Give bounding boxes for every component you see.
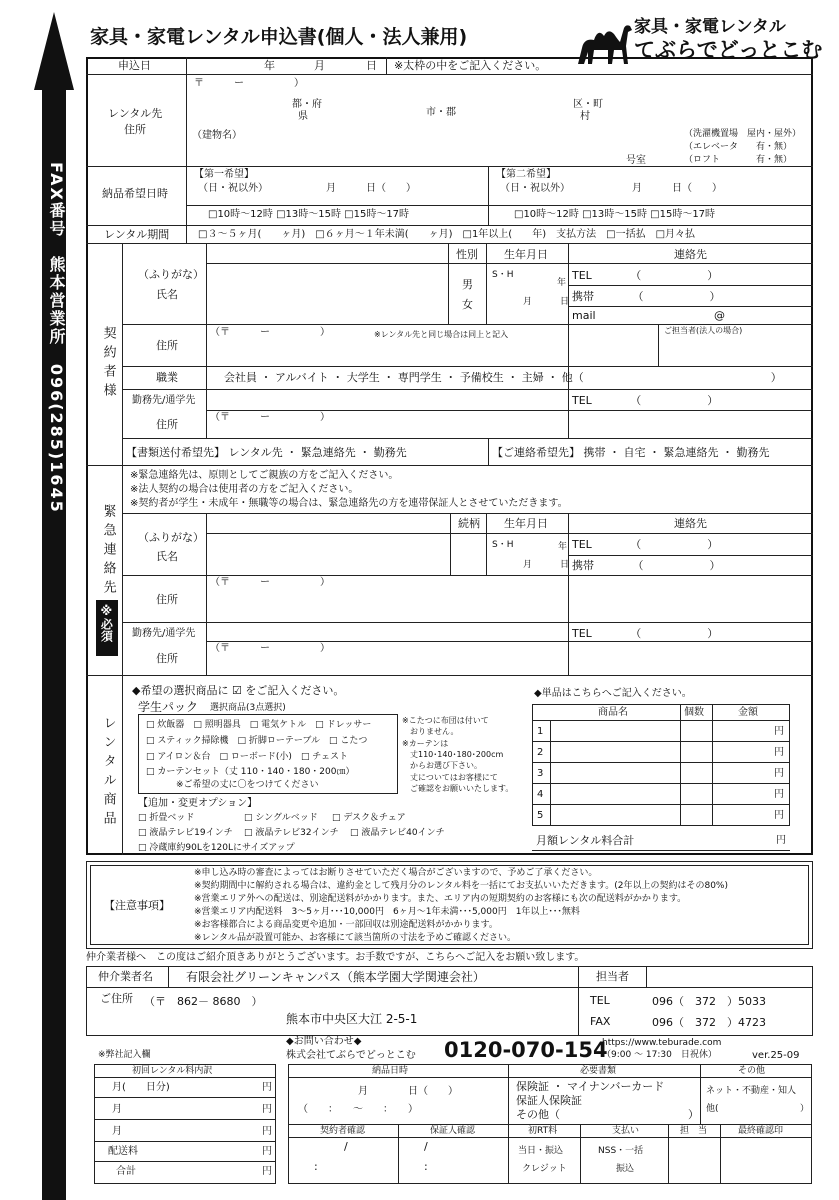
ku-machi-label: 区・町 bbox=[573, 99, 603, 110]
contractor-job-label: 職業 bbox=[156, 371, 178, 384]
building-label: （建物名） bbox=[192, 130, 242, 141]
company-name: 株式会社てぶらでどっとこむ bbox=[286, 1050, 416, 1061]
contractor-address-note: ※レンタル先と同じ場合は同上と記入 bbox=[374, 330, 509, 339]
yen-label: 円 bbox=[262, 1104, 272, 1115]
emergency-nen: 年 bbox=[558, 542, 568, 552]
row-num: 3 bbox=[537, 768, 544, 779]
yen-label: 円 bbox=[262, 1146, 272, 1157]
emergency-work-tel[interactable]: TEL （ ） bbox=[572, 627, 719, 640]
other-line-1: ネット・不動産・知人 bbox=[706, 1086, 797, 1096]
single-note: ◆単品はこちらへご記入ください。 bbox=[534, 688, 692, 699]
emergency-note-3: ※契約者が学生・未成年・無職等の場合は、緊急連絡先の方を連帯保証人とさせていただきます。 bbox=[130, 498, 568, 509]
guarantor-check-label: 保証人確認 bbox=[430, 1126, 476, 1136]
agent-address-label: ご住所 bbox=[100, 992, 133, 1005]
rt-opts-1: 当日・振込 bbox=[518, 1146, 564, 1156]
emergency-work-address-label: 住所 bbox=[156, 652, 178, 665]
emergency-label: 緊急連絡先 bbox=[100, 504, 116, 599]
emergency-workplace-label: 勤務先/通学先 bbox=[132, 628, 196, 639]
yen-label: 円 bbox=[774, 810, 784, 821]
docs-line-3: その他（ bbox=[516, 1108, 560, 1121]
agent-tel-value: 096（ 372 ）5033 bbox=[652, 995, 766, 1008]
contact-pref[interactable]: 【ご連絡希望先】 携帯 ・ 自宅 ・ 緊急連絡先 ・ 勤務先 bbox=[492, 446, 770, 459]
agent-address-value: 熊本市中央区大江 2-5-1 bbox=[286, 1012, 418, 1026]
shi-gun-label: 市・郡 bbox=[426, 107, 456, 118]
contractor-label: 契約者様 bbox=[100, 326, 116, 402]
emergency-mobile[interactable]: 携帯 （ ） bbox=[572, 559, 721, 572]
side-note-5: からお選び下さい。 bbox=[402, 761, 482, 770]
contractor-postal: （〒 ー ） bbox=[210, 327, 330, 338]
loft-label: （ロフト 有・無） bbox=[684, 155, 793, 165]
second-date: 月 日（ ） bbox=[632, 183, 722, 194]
contractor-address-label: 住所 bbox=[156, 339, 178, 352]
agent-name-label: 仲介業者名 bbox=[98, 970, 153, 983]
yen-label: 円 bbox=[776, 835, 786, 846]
yen-label: 円 bbox=[262, 1126, 272, 1137]
office-use-label: ※弊社記入欄 bbox=[98, 1050, 151, 1060]
agent-intro: 仲介業者様へ この度はご紹介頂きありがとうございます。お手数ですが、こちらへご記入をお願い致します。 bbox=[86, 952, 585, 963]
yen-label: 円 bbox=[262, 1166, 272, 1177]
contractor-mail[interactable]: @ bbox=[714, 309, 725, 322]
contractor-work-address-label: 住所 bbox=[156, 418, 178, 431]
contractor-nen: 年 bbox=[557, 278, 567, 288]
side-note-6: 丈についてはお客様にて bbox=[402, 773, 498, 782]
row-num: 5 bbox=[537, 810, 544, 821]
emergency-gatsu: 月 bbox=[523, 560, 533, 570]
col-name: 商品名 bbox=[598, 707, 628, 718]
opt-tv-32[interactable]: □ 液晶テレビ32インチ bbox=[244, 828, 339, 838]
emergency-furigana: （ふりがな） bbox=[138, 531, 204, 544]
delivery-fee-label: 配送料 bbox=[108, 1146, 138, 1157]
required-badge bbox=[96, 600, 118, 656]
contractor-birth: 生年月日 bbox=[504, 248, 548, 261]
agent-postal: （〒 862－ 8680 ） bbox=[144, 995, 263, 1008]
side-note-1: ※こたつに布団は付いて bbox=[402, 716, 489, 725]
ken-label: 県 bbox=[298, 111, 308, 122]
second-choice: 【第二希望】 bbox=[496, 169, 556, 180]
delivery-datetime-label: 納品日時 bbox=[372, 1066, 409, 1076]
elevator-label: （エレベータ 有・無） bbox=[684, 142, 793, 152]
colon-mark: : bbox=[424, 1160, 428, 1173]
opt-desk-chair[interactable]: □ デスク＆チェア bbox=[332, 813, 406, 823]
contractor-name-label: 氏名 bbox=[156, 288, 178, 301]
col-amount: 金額 bbox=[738, 707, 758, 718]
month-label: 月 bbox=[314, 59, 325, 72]
contractor-sh: S・H bbox=[492, 270, 514, 280]
other-label: その他 bbox=[738, 1066, 766, 1076]
period-label: レンタル期間 bbox=[104, 228, 170, 241]
rental-address-label-2: 住所 bbox=[124, 123, 146, 136]
last-sign-label: 最終確認印 bbox=[738, 1126, 784, 1136]
emergency-sh: S・H bbox=[492, 540, 514, 550]
docs-line-3-end: ） bbox=[688, 1108, 699, 1121]
first-rt-label: 初RT料 bbox=[528, 1126, 558, 1136]
yen-label: 円 bbox=[774, 726, 784, 737]
emergency-name-label: 氏名 bbox=[156, 550, 178, 563]
washer-label: （洗濯機置場 屋内・屋外） bbox=[684, 129, 802, 139]
contractor-job-options[interactable]: 会社員 ・ アルバイト ・ 大学生 ・ 専門学生 ・ 予備校生 ・ 主婦 ・ 他（ ） bbox=[224, 371, 782, 384]
contractor-gender: 性別 bbox=[456, 248, 478, 261]
other-line-2: 他( bbox=[706, 1104, 719, 1114]
note-line: ※契約期間中に解約される場合は、違約金として残月分のレンタル料を一括にてお支払いいただきます。(2年以上の契約はその80%) bbox=[194, 881, 728, 891]
mura-label: 村 bbox=[580, 111, 590, 122]
note-line: ※営業エリア内配送料 3〜5ヶ月･･･10,000円 6ヶ月〜1年未満･･･5,000円 1年以上･･･無料 bbox=[194, 907, 580, 917]
opt-folding-bed[interactable]: □ 折畳ベッド bbox=[138, 813, 195, 823]
doc-dest[interactable]: 【書類送付希望先】 レンタル先 ・ 緊急連絡先 ・ 勤務先 bbox=[126, 446, 407, 459]
emergency-work-postal: （〒 ー ） bbox=[210, 643, 330, 654]
contractor-nichi: 日 bbox=[560, 297, 570, 307]
fee-row-3: 月 bbox=[112, 1126, 122, 1137]
contractor-gatsu: 月 bbox=[523, 297, 533, 307]
delivery-label: 納品希望日時 bbox=[102, 187, 168, 200]
first-fee-title: 初回レンタル料内訳 bbox=[132, 1066, 213, 1076]
total-label: 合計 bbox=[116, 1166, 136, 1177]
pay-opts-1: NSS・一括 bbox=[598, 1146, 644, 1156]
delivery-date-line: 月 日（ ） bbox=[358, 1086, 458, 1097]
yen-label: 円 bbox=[774, 789, 784, 800]
yen-label: 円 bbox=[774, 747, 784, 758]
page-title: 家具・家電レンタル申込書(個人・法人兼用) bbox=[90, 26, 468, 48]
instruction: ※太枠の中をご記入ください。 bbox=[394, 59, 547, 72]
emergency-birth: 生年月日 bbox=[504, 517, 548, 530]
contractor-work-postal: （〒 ー ） bbox=[210, 412, 330, 423]
fee-row-1: 月( 日分) bbox=[112, 1082, 170, 1093]
other-line-2-end: ） bbox=[800, 1104, 810, 1114]
agent-tel-label: TEL bbox=[590, 994, 610, 1007]
first-time-slots[interactable]: □10時〜12時 □13時〜15時 □15時〜17時 bbox=[208, 209, 410, 220]
logo-top: 家具・家電レンタル bbox=[634, 17, 786, 37]
contractor-furigana: （ふりがな） bbox=[138, 268, 204, 281]
docs-line-2: 保証人保険証 bbox=[516, 1094, 582, 1107]
side-note-2: おりません。 bbox=[402, 727, 459, 736]
pack-row-5: ※ご希望の丈に〇をつけてください bbox=[176, 780, 319, 790]
docs-line-1: 保険証 ・ マイナンバーカード bbox=[516, 1080, 665, 1093]
side-note-3: ※カーテンは bbox=[402, 739, 449, 748]
monthly-total-label: 月額レンタル料合計 bbox=[536, 834, 635, 847]
opt-tv-40[interactable]: □ 液晶テレビ40インチ bbox=[350, 828, 445, 838]
pack-row-4[interactable]: □ カーテンセット（丈 110・140・180・200㎝） bbox=[146, 767, 355, 777]
contractor-mail-label: mail bbox=[572, 309, 596, 322]
contractor-work-tel[interactable]: TEL （ ） bbox=[572, 394, 719, 407]
contractor-staff-note: ご担当者(法人の場合) bbox=[664, 326, 743, 335]
logo-bottom: てぶらでどっとこむ bbox=[634, 38, 823, 62]
gender-male[interactable]: 男 bbox=[462, 278, 473, 291]
row-num: 2 bbox=[537, 747, 544, 758]
fax-arrow bbox=[34, 12, 74, 1200]
opt-single-bed[interactable]: □ シングルベッド bbox=[244, 813, 318, 823]
emergency-tel[interactable]: TEL （ ） bbox=[572, 538, 719, 551]
agent-fax-label: FAX bbox=[590, 1015, 611, 1028]
single-items-table bbox=[532, 704, 790, 826]
note-line: ※営業エリア外への配送は、別途配送料がかかります。また、エリア内の短期契約のお客様にも次の配送料がかかります。 bbox=[194, 894, 687, 904]
slash-mark: / bbox=[424, 1140, 428, 1153]
yen-label: 円 bbox=[262, 1082, 272, 1093]
period-options[interactable]: □３〜５ヶ月( ヶ月) □６ヶ月〜１年未満( ヶ月) □1年以上( 年) 支払方法 □一括払 □月々払 bbox=[198, 229, 696, 240]
side-note-7: ご確認をお願いいたします。 bbox=[402, 784, 514, 793]
emergency-relation: 続柄 bbox=[458, 517, 480, 530]
second-time-slots[interactable]: □10時〜12時 □13時〜15時 □15時〜17時 bbox=[514, 209, 716, 220]
note-line: ※申し込み時の審査によってはお断りさせていただく場合がございますので、予めご了承ください。 bbox=[194, 868, 598, 878]
notes-label: 【注意事項】 bbox=[104, 899, 170, 912]
delivery-time-line: （ ： 〜 ： ） bbox=[298, 1104, 418, 1115]
required-docs-label: 必要書類 bbox=[580, 1066, 617, 1076]
student-pack-sub: 選択商品(3点選択) bbox=[210, 703, 286, 713]
contractor-mobile[interactable]: 携帯 （ ） bbox=[572, 290, 721, 303]
business-hours: （9:00 〜 17:30 日祝休） bbox=[602, 1050, 717, 1060]
day-label: 日 bbox=[366, 59, 377, 72]
emergency-postal: （〒 ー ） bbox=[210, 577, 330, 588]
emergency-note-1: ※緊急連絡先は、原則としてご親族の方をご記入ください。 bbox=[130, 470, 399, 481]
staff-label: 担 当 bbox=[680, 1126, 708, 1136]
contractor-tel[interactable]: TEL （ ） bbox=[572, 269, 719, 282]
agent-name-value: 有限会社グリーンキャンパス（熊本学園大学関連会社） bbox=[186, 970, 485, 984]
note-line: ※レンタル品が設置可能か、お客様にて該当箇所の寸法を予めご確認ください。 bbox=[194, 933, 516, 943]
colon-mark: : bbox=[314, 1160, 318, 1173]
products-label: レンタル商品 bbox=[100, 716, 116, 830]
year-label: 年 bbox=[264, 59, 275, 72]
select-note: ◆希望の選択商品に ☑ をご記入ください。 bbox=[132, 684, 345, 697]
emergency-address-label: 住所 bbox=[156, 593, 178, 606]
emergency-nichi: 日 bbox=[560, 560, 570, 570]
inquiry-label: ◆お問い合わせ◆ bbox=[286, 1036, 362, 1047]
phone-number: 0120-070-154 bbox=[444, 1038, 608, 1062]
rt-opts-2: クレジット bbox=[522, 1164, 567, 1174]
rental-postal: 〒 ー ） bbox=[194, 78, 304, 89]
first-exclude: （日・祝以外） bbox=[198, 183, 268, 194]
side-note-4: 丈110･140･180･200cm bbox=[402, 750, 504, 759]
note-line: ※お客様都合による商品変更や追加・一部回収は別途配送料がかかります。 bbox=[194, 920, 498, 930]
second-exclude: （日・祝以外） bbox=[500, 183, 570, 194]
agent-fax-value: 096（ 372 ）4723 bbox=[652, 1016, 766, 1029]
contractor-check-label: 契約者確認 bbox=[320, 1126, 366, 1136]
options-title: 【追加・変更オプション】 bbox=[138, 798, 258, 809]
fee-row-2: 月 bbox=[112, 1104, 122, 1115]
col-qty: 個数 bbox=[684, 707, 704, 718]
row-num: 1 bbox=[537, 726, 544, 737]
pack-row-3[interactable]: □ アイロン＆台 □ ローボード(小) □ チェスト bbox=[146, 752, 349, 762]
app-date-label: 申込日 bbox=[118, 59, 151, 72]
to-fu-label: 都・府 bbox=[292, 99, 322, 110]
room-label: 号室 bbox=[626, 155, 646, 166]
emergency-contact: 連絡先 bbox=[674, 517, 707, 530]
agent-staff-label: 担当者 bbox=[596, 970, 629, 983]
pack-row-2[interactable]: □ スティック掃除機 □ 折脚ローテーブル □ こたつ bbox=[146, 736, 368, 746]
version: ver.25-09 bbox=[752, 1050, 800, 1061]
contractor-contact: 連絡先 bbox=[674, 248, 707, 261]
first-date: 月 日（ ） bbox=[326, 183, 416, 194]
required-text: ※必須 bbox=[99, 604, 114, 642]
row-num: 4 bbox=[537, 789, 544, 800]
pack-row-1[interactable]: □ 炊飯器 □ 照明器具 □ 電気ケトル □ ドレッサー bbox=[146, 720, 372, 730]
slash-mark: / bbox=[344, 1140, 348, 1153]
rental-address-label-1: レンタル先 bbox=[108, 107, 163, 120]
yen-label: 円 bbox=[774, 768, 784, 779]
opt-tv-19[interactable]: □ 液晶テレビ19インチ bbox=[138, 828, 233, 838]
student-pack-title: 学生パック bbox=[138, 700, 199, 714]
opt-fridge[interactable]: □ 冷蔵庫約90Lを120Lにサイズアップ bbox=[138, 843, 295, 853]
fax-number: FAX番号 熊本営業所 096(285)1645 bbox=[47, 162, 66, 514]
website-url: https://www.teburade.com bbox=[602, 1038, 722, 1048]
contractor-workplace-label: 勤務先/通学先 bbox=[132, 395, 196, 406]
payment-label: 支払い bbox=[612, 1126, 640, 1136]
gender-female[interactable]: 女 bbox=[462, 298, 473, 311]
emergency-note-2: ※法人契約の場合は使用者の方をご記入ください。 bbox=[130, 484, 359, 495]
pay-opts-2: 振込 bbox=[616, 1164, 635, 1174]
first-choice: 【第一希望】 bbox=[194, 169, 254, 180]
